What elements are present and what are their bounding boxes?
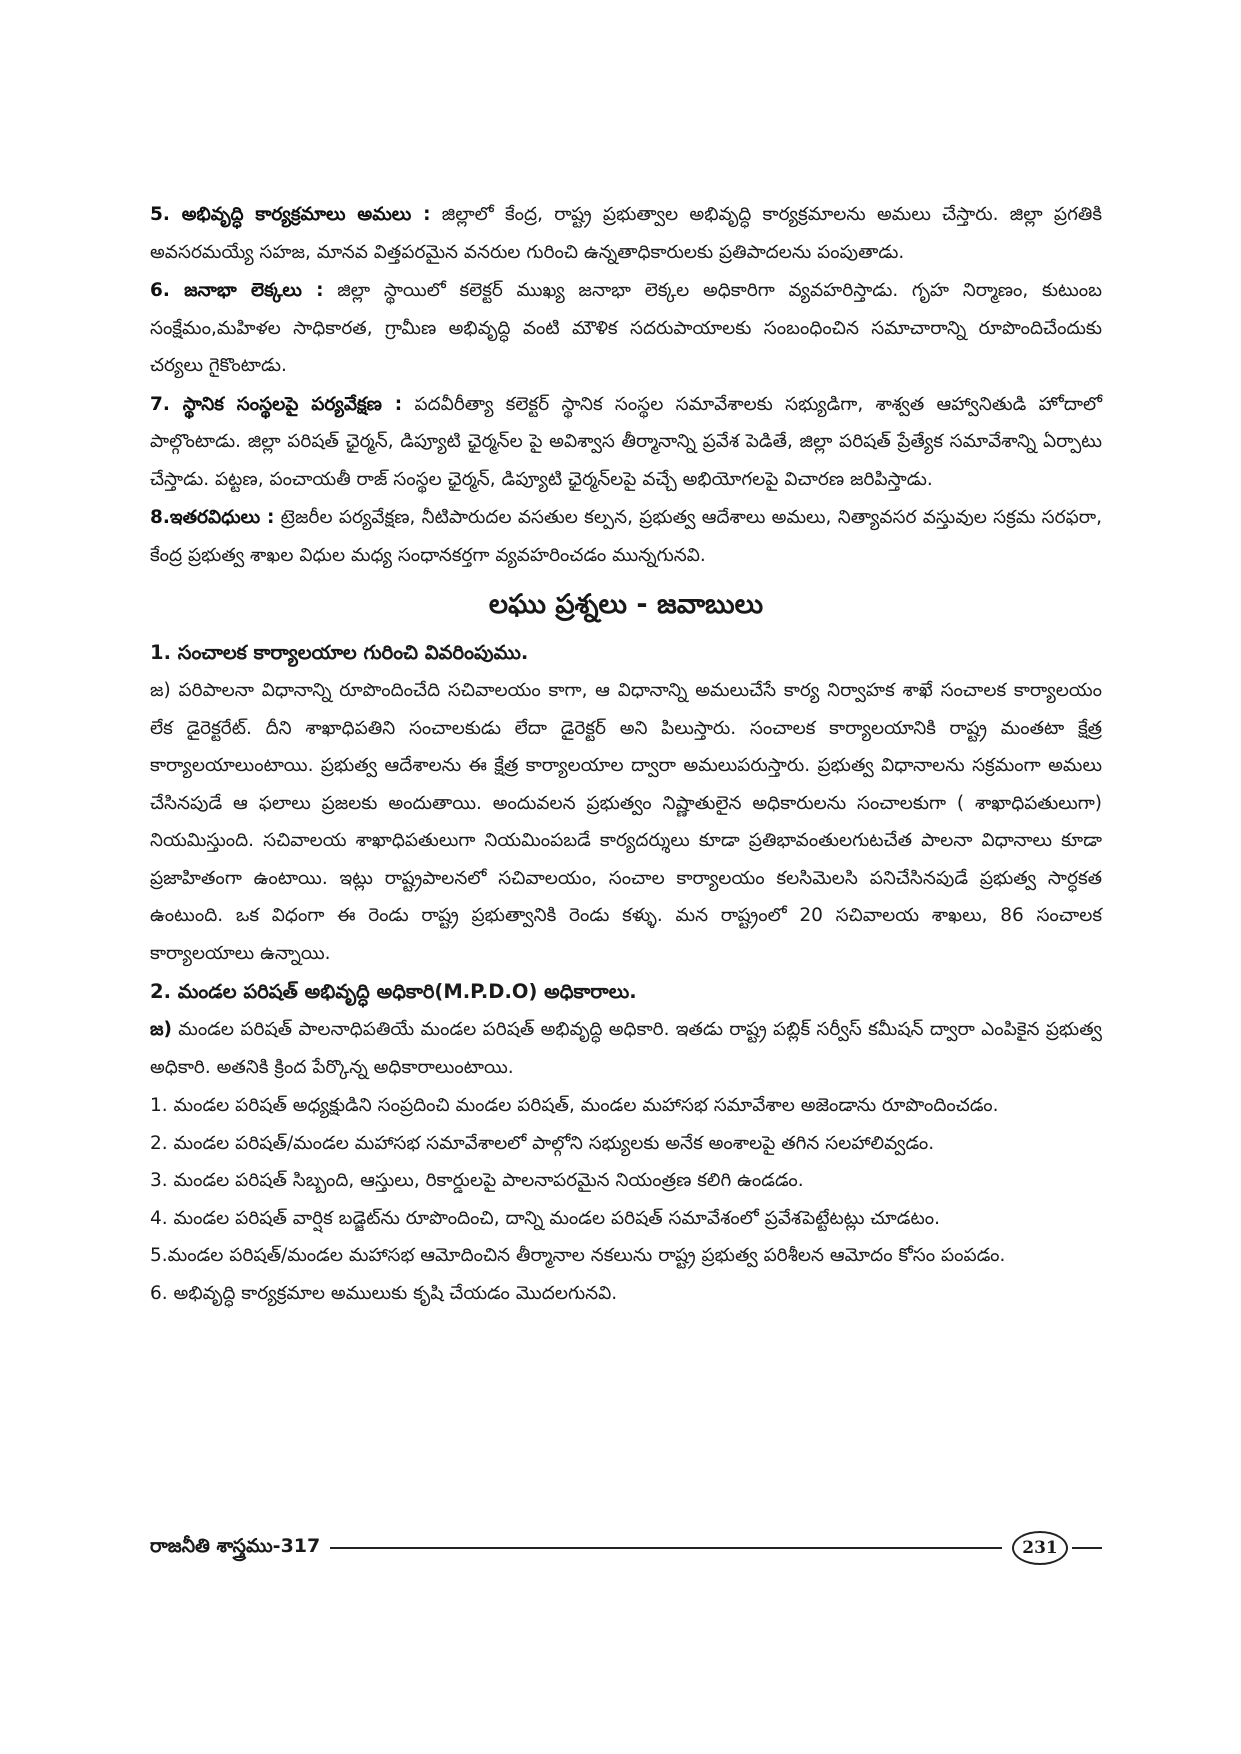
- point-7-heading: 7. స్థానిక సంస్థలపై పర్యవేక్షణ :: [150, 393, 403, 415]
- question-1: 1. సంచాలక కార్యాలయాల గురించి వివరింపుము.: [150, 641, 529, 664]
- point-8-heading: 8.ఇతరవిధులు :: [150, 507, 275, 528]
- answer-2-text: మండల పరిషత్ పాలనాధిపతియే మండల పరిషత్ అభివృద్ధి అధికారి. ఇతడు రాష్ట్ర పబ్లిక్ సర్వీస్ కమీషన్ ద్వారా ఎంపికైన ప్రభుత్వ అధికారి. అతనికి క్రింద పేర్కొన్న అధికారాలుంటాయి.: [150, 1019, 1102, 1078]
- question-2: 2. మండల పరిషత్ అభివృద్ధి అధికారి(M.P.D.O) అధికారాలు.: [150, 980, 637, 1003]
- list-item: 6. అభివృద్ధి కార్యక్రమాల అములుకు కృషి చేయడం మొదలగునవి.: [150, 1282, 618, 1304]
- footer-book-title: రాజనీతి శాస్త్రము-317: [150, 1534, 321, 1557]
- answer-1: జ) పరిపాలనా విధానాన్ని రూపొందించేది సచివాలయం కాగా, ఆ విధానాన్ని అమలుచేసే కార్య నిర్వాహక శాఖే సంచాలక కార్యాలయం లేక డైరెక్టరేట్. దీని శాఖాధిపతిని సంచాలకుడు లేదా డైరెక్టర్ అని పిలుస్తారు. సంచాలక కార్యాలయానికి రాష్ట్ర మంతటా క్షేత్ర కార్యాలయాలుంటాయి. ప్రభుత్వ ఆదేశాలను ఈ క్షేత్ర కార్యాలయాల ద్వారా అమలుపరుస్తారు. ప్రభుత్వ విధానాలను సక్రమంగా అమలు చేసినపుడే ఆ ఫలాలు ప్రజలకు అందుతాయి. అందువలన ప్రభుత్వం నిష్ణాతులైన అధికారులను సంచాలకుగా ( శాఖాధిపతులుగా) నియమిస్తుంది. సచివాలయ శాఖాధిపతులుగా నియమింపబడే కార్యదర్శులు కూడా ప్రతిభావంతులగుటచేత పాలనా విధానాలు కూడా ప్రజాహితంగా ఉంటాయి. ఇట్లు రాష్ట్రపాలనలో సచివాలయం, సంచాల కార్యాలయం కలసిమెలసి పనిచేసినపుడే ప్రభుత్వ సార్ధకత ఉంటుంది. ఒక విధంగా ఈ రెండు రాష్ట్ర ప్రభుత్వానికి రెండు కళ్ళు. మన రాష్ట్రంలో 20 సచివాలయ శాఖలు, 86 సంచాలక కార్యాలయాలు ఉన్నాయి.: [150, 680, 1102, 964]
- list-item: 5.మండల పరిషత్/మండల మహాసభ ఆమోదించిన తీర్మానాల నకలును రాష్ట్ర ప్రభుత్వ పరిశీలన ఆమోదం కోసం పంపడం.: [150, 1245, 1006, 1266]
- page-footer: [150, 1528, 1102, 1568]
- point-7-text: పదవీరీత్యా కలెక్టర్ స్థానిక సంస్థల సమావేశాలకు సభ్యుడిగా, శాశ్వత ఆహ్వానితుడి హోదాలో పాల్గొంటాడు. జిల్లా పరిషత్ ఛైర్మన్, డిప్యూటి ఛైర్మన్‌ల పై అవిశ్వాస తీర్మానాన్ని ప్రవేశ పెడితే, జిల్లా పరిషత్ ప్రేత్యేక సమావేశాన్ని ఏర్పాటు చేస్తాడు. పట్టణ, పంచాయతీ రాజ్ సంస్థల ఛైర్మన్, డిప్యూటి ఛైర్మన్‌లపై వచ్చే అభియోగలపై విచారణ జరిపిస్తాడు.: [150, 393, 1102, 490]
- footer-rule-tail: [1072, 1547, 1102, 1549]
- point-6-text: జిల్లా స్థాయిలో కలెక్టర్ ముఖ్య జనాభా లెక్కల అధికారిగా వ్యవహరిస్తాడు. గృహ నిర్మాణం, కుటుంబ సంక్షేమం,మహిళల సాధికారత, గ్రామీణ అభివృద్ధి వంటి మౌళిక సదరుపాయాలకు సంబంధించిన సమాచారాన్ని రూపొందిచేందుకు చర్యలు గైకొంటాడు.: [150, 280, 1102, 376]
- answer-2: [150, 1011, 1102, 1086]
- point-6: [150, 272, 1102, 385]
- point-8-text: ట్రెజరీల పర్యవేక్షణ, నీటిపారుదల వసతుల కల్పన, ప్రభుత్వ ఆదేశాలు అమలు, నిత్యావసర వస్తువుల సక్రమ సరఫరా, కేంద్ర ప్రభుత్వ శాఖల విధుల మధ్య సంధానకర్తగా వ్యవహరించడం మున్నగునవి.: [150, 507, 1102, 566]
- point-8: [150, 499, 1102, 574]
- list-item: 4. మండల పరిషత్ వార్షిక బడ్జెట్‌ను రూపొందించి, దాన్ని మండల పరిషత్ సమావేశంలో ప్రవేశపెట్టేటట్లు చూడటం.: [150, 1207, 940, 1229]
- section-title: లఘు ప్రశ్నలు - జవాబులు: [488, 589, 764, 620]
- list-item: 3. మండల పరిషత్ సిబ్బంది, ఆస్తులు, రికార్డులపై పాలనాపరమైన నియంత్రణ కలిగి ఉండడం.: [150, 1170, 804, 1191]
- page-number-badge: 231: [1012, 1531, 1068, 1565]
- point-5: [150, 196, 1102, 271]
- point-5-text: జిల్లాలో కేంద్ర, రాష్ట్ర ప్రభుత్వాల అభివృద్ధి కార్యక్రమాలను అమలు చేస్తారు. జిల్లా ప్రగతికి అవసరమయ్యే సహజ, మానవ విత్తపరమైన వనరుల గురించి ఉన్నతాధికారులకు ప్రతిపాదలను పంపుతాడు.: [150, 204, 1102, 263]
- point-6-heading: 6. జనాభా లెక్కలు :: [150, 280, 324, 301]
- list-item: 2. మండల పరిషత్/మండల మహాసభ సమావేశాలలో పాల్గోని సభ్యులకు అనేక అంశాలపై తగిన సలహాలివ్వడం.: [150, 1132, 935, 1154]
- page-content: [150, 196, 1102, 1312]
- list-item: 1. మండల పరిషత్ అధ్యక్షుడిని సంప్రదించి మండల పరిషత్, మండల మహాసభ సమావేశాల అజెండాను రూపొందించడం.: [150, 1095, 999, 1116]
- point-5-heading: 5. అభివృద్ధి కార్యక్రమాలు అమలు :: [150, 204, 431, 225]
- footer-rule: [330, 1547, 1002, 1549]
- point-7: [150, 386, 1102, 499]
- answer-2-marker: జ): [150, 1019, 172, 1040]
